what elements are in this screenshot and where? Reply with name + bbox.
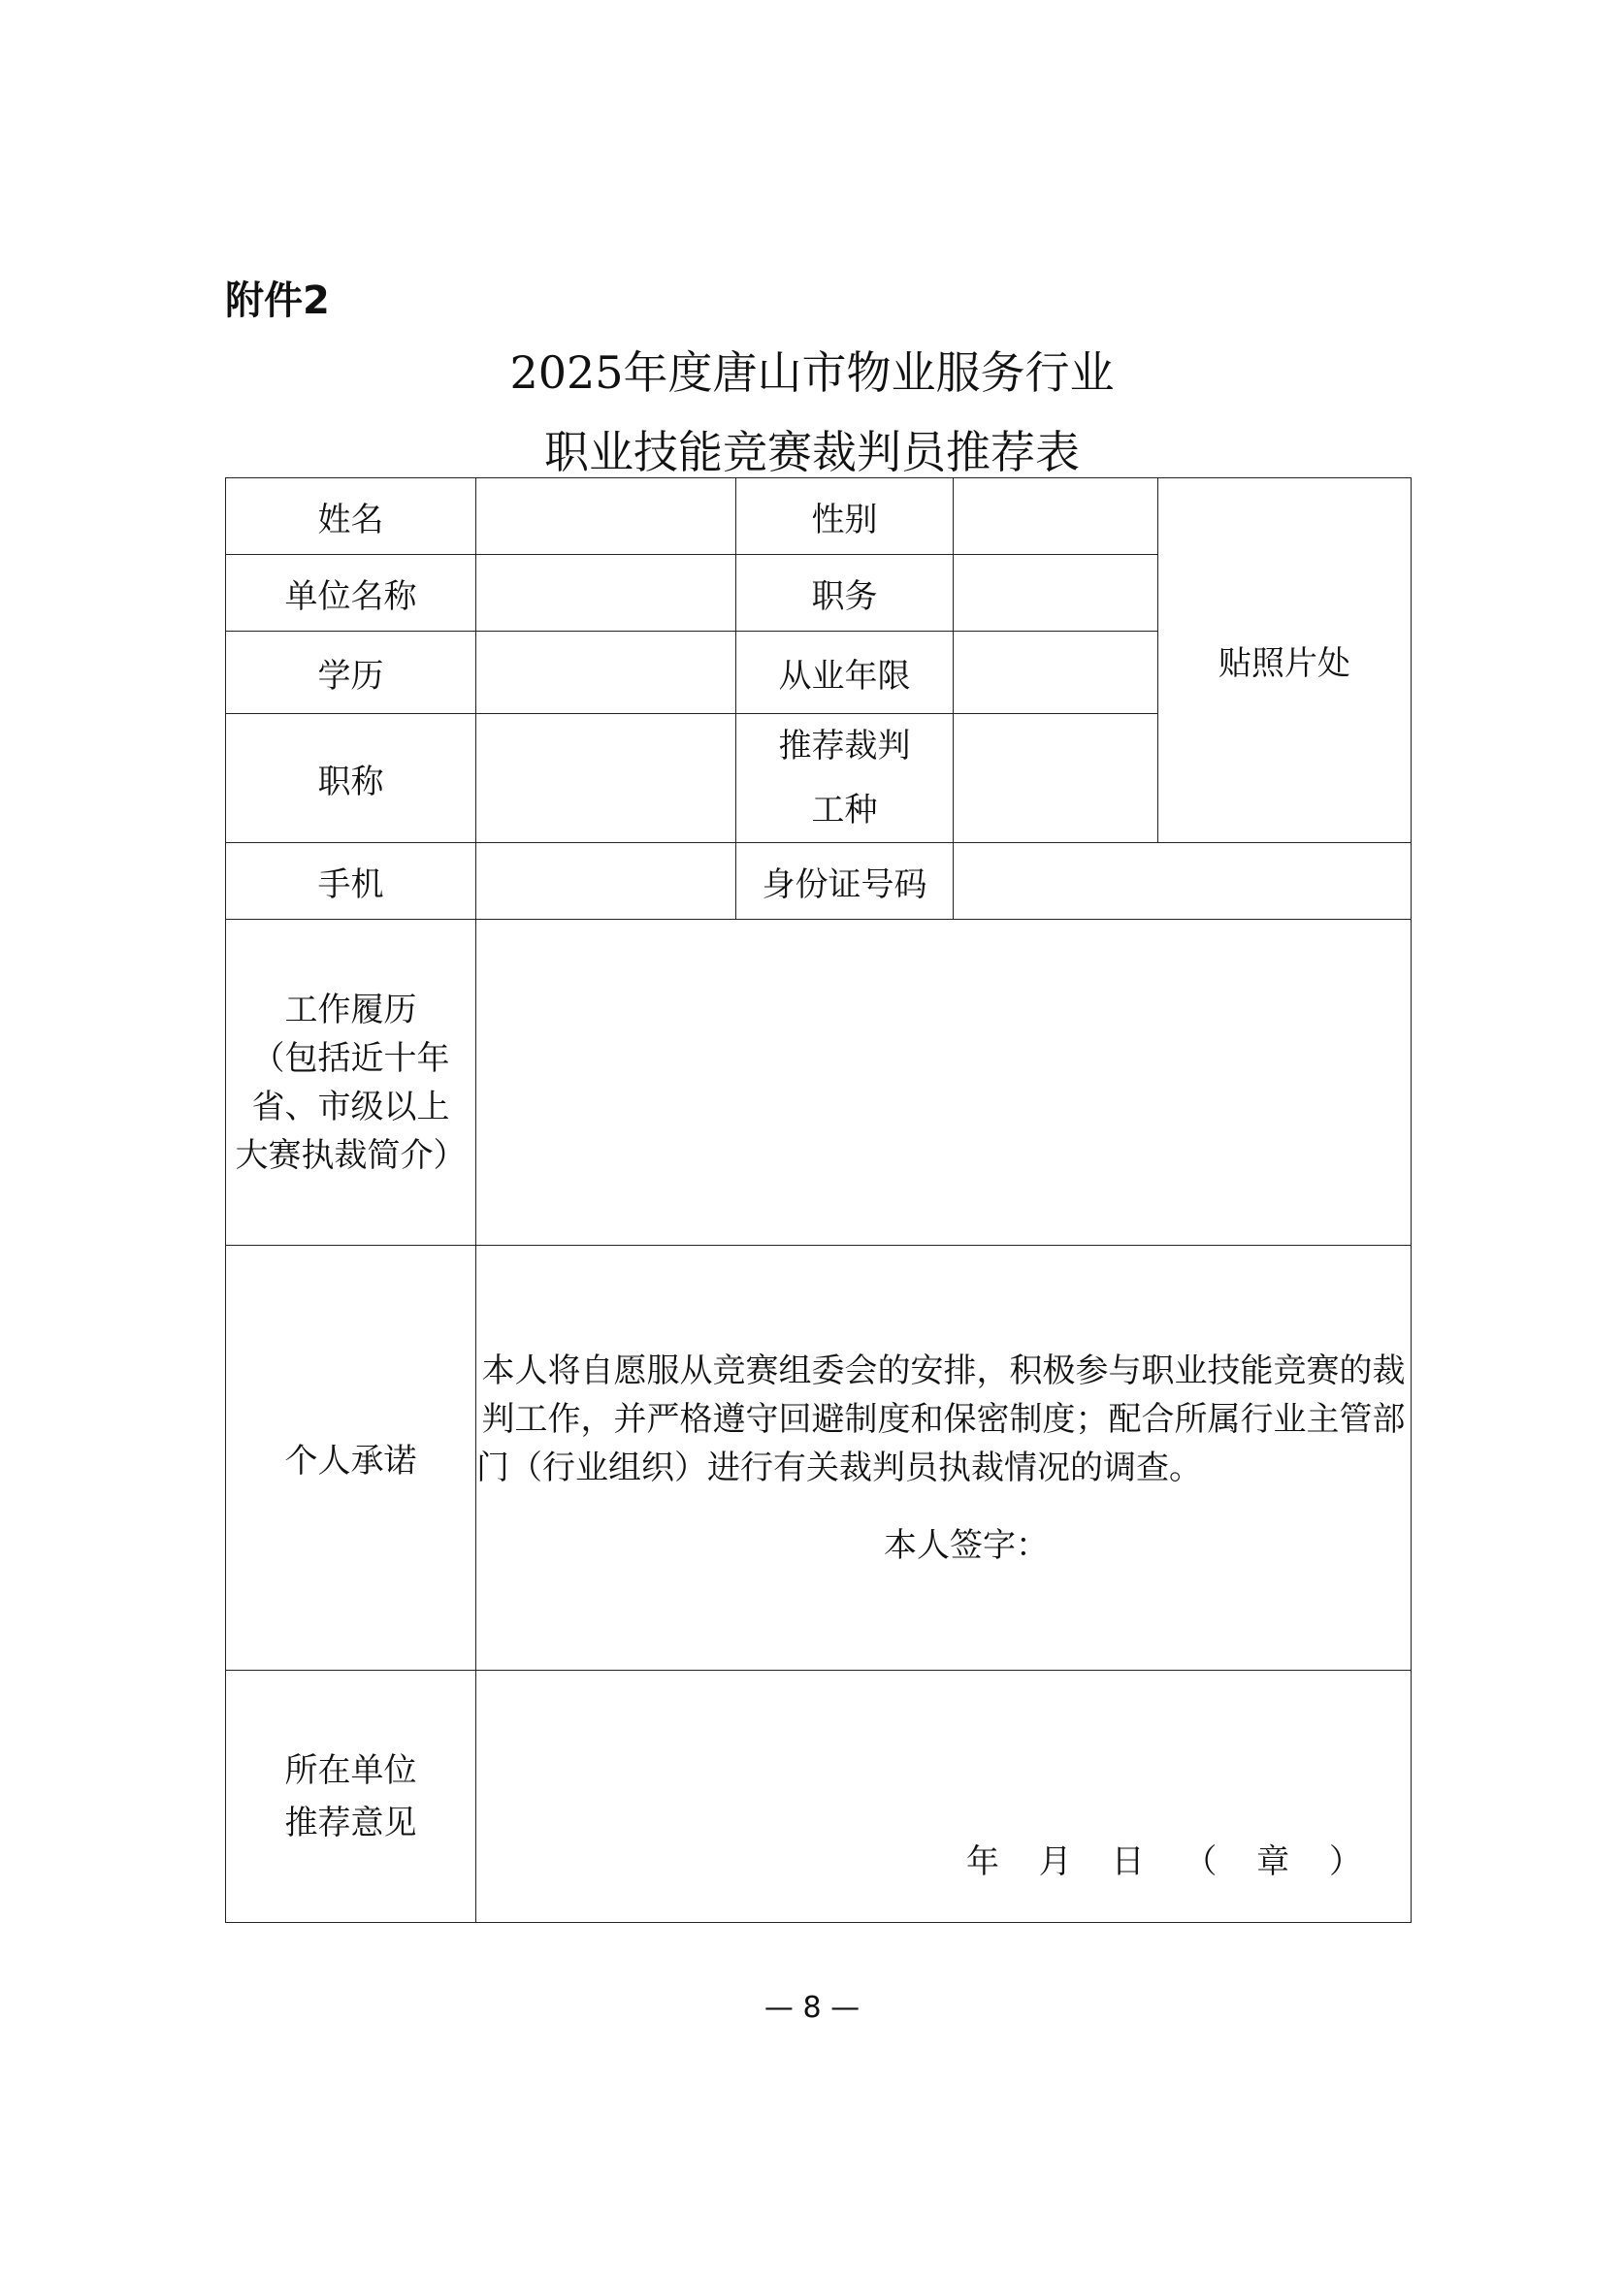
referee-trade-label-line-2: 工种 [811, 791, 878, 830]
work-history-field[interactable] [476, 920, 1412, 1246]
form-row-phone [226, 843, 1412, 920]
form-row-name [226, 478, 1412, 555]
signature-label[interactable]: 本人签字： [884, 1525, 1049, 1565]
form-title-line-2: 职业技能竞赛裁判员推荐表 [544, 426, 1080, 478]
referee-trade-label-line-1: 推荐裁判 [778, 727, 911, 765]
work-history-label-line-4: 大赛执裁简介） [235, 1135, 467, 1175]
photo-label: 贴照片处 [1218, 644, 1350, 683]
pledge-text: 本人将自愿服从竞赛组委会的安排，积极参与职业技能竞赛的裁判工作，并严格遵守回避制度和保密制度；配合所属行业主管部门（行业组织）进行有关裁判员执裁情况的调查。 [476, 1351, 1406, 1487]
work-history-label [226, 920, 476, 1246]
name-field[interactable] [476, 478, 736, 555]
position-label: 职务 [736, 555, 954, 632]
unit-opinion-label-line-2: 推荐意见 [284, 1803, 417, 1842]
id-number-field[interactable] [954, 843, 1412, 920]
photo-area[interactable] [1158, 478, 1412, 843]
date-stamp-line: 年 月 日 （ 章 ） [965, 1842, 1366, 1881]
phone-field[interactable] [476, 843, 736, 920]
referee-trade-label [736, 714, 954, 843]
years-field[interactable] [954, 632, 1158, 714]
work-history-label-line-2: （包括近十年 [251, 1038, 450, 1078]
position-field[interactable] [954, 555, 1158, 632]
form-row-pledge [226, 1246, 1412, 1671]
attachment-label: 附件2 [225, 278, 330, 323]
page-number: — 8 — [763, 1991, 861, 2025]
unit-opinion-label-line-1: 所在单位 [284, 1750, 417, 1790]
education-field[interactable] [476, 632, 736, 714]
title-label: 职称 [226, 714, 476, 843]
phone-label: 手机 [226, 843, 476, 920]
employer-label: 单位名称 [226, 555, 476, 632]
referee-trade-field[interactable] [954, 714, 1158, 843]
gender-field[interactable] [954, 478, 1158, 555]
unit-opinion-field[interactable] [476, 1671, 1412, 1923]
id-number-label: 身份证号码 [736, 843, 954, 920]
pledge-cell [476, 1246, 1412, 1671]
gender-label: 性别 [736, 478, 954, 555]
title-field[interactable] [476, 714, 736, 843]
unit-opinion-label [226, 1671, 476, 1923]
form-row-unit-opinion [226, 1671, 1412, 1923]
form-row-work-history [226, 920, 1412, 1246]
referee-recommendation-form [225, 477, 1412, 1923]
name-label: 姓名 [226, 478, 476, 555]
employer-field[interactable] [476, 555, 736, 632]
education-label: 学历 [226, 632, 476, 714]
work-history-label-line-1: 工作履历 [284, 990, 417, 1029]
form-title-line-1: 2025年度唐山市物业服务行业 [509, 346, 1115, 399]
years-label: 从业年限 [736, 632, 954, 714]
pledge-label: 个人承诺 [226, 1246, 476, 1671]
work-history-label-line-3: 省、市级以上 [251, 1087, 450, 1126]
